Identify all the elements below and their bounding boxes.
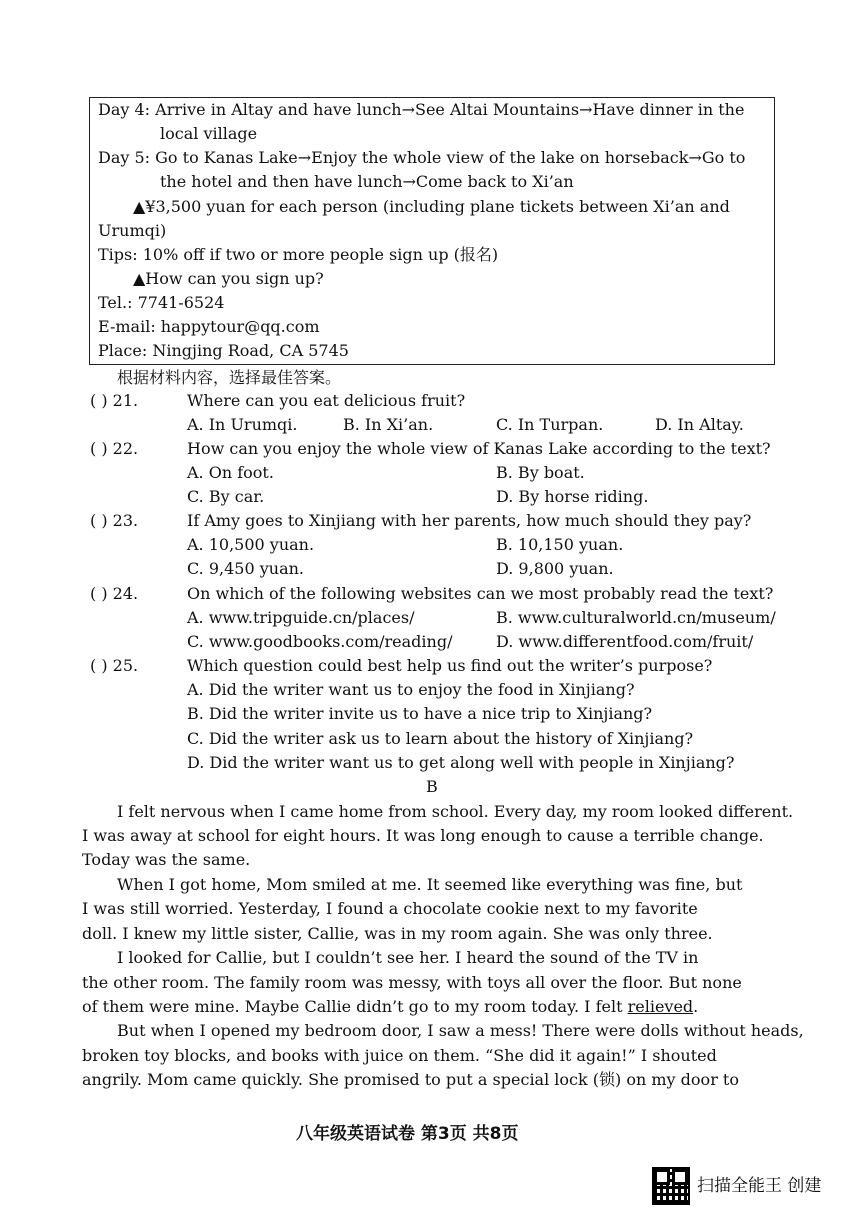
q25-text: Which question could best help us find out the writer’s purpose? [187,656,713,675]
q22-option-d: D. By horse riding. [496,487,649,506]
passage-line: But when I opened my bedroom door, I saw a mess! There were dolls without heads, [117,1021,804,1040]
q24-option-a: A. www.tripguide.cn/places/ [187,608,415,627]
qr-code-icon [652,1167,690,1205]
q22-option-a: A. On foot. [187,463,274,482]
passage-period: . [693,997,699,1016]
q23-option-d: D. 9,800 yuan. [496,559,614,578]
q25-option-a: A. Did the writer want us to enjoy the food in Xinjiang? [187,680,635,699]
q24-option-c: C. www.goodbooks.com/reading/ [187,632,453,651]
underlined-word-relieved: relieved [627,997,694,1016]
price-line1: ▲¥3,500 yuan for each person (including plane tickets between Xi’an and [133,197,730,216]
q22-option-b: B. By boat. [496,463,585,482]
signup-question: ▲How can you sign up? [133,269,324,288]
place: Place: Ningjing Road, CA 5745 [98,341,349,360]
instruction: 根据材料内容，选择最佳答案。 [117,368,342,387]
q21-option-c: C. In Turpan. [496,415,604,434]
q21-option-a: A. In Urumqi. [187,415,298,434]
passage-line: angrily. Mom came quickly. She promised to put a special lock (锁) on my door to [82,1070,739,1089]
q25-number: ( ) 25. [90,656,139,675]
telephone: Tel.: 7741-6524 [98,293,225,312]
q23-text: If Amy goes to Xinjiang with her parents, how much should they pay? [187,511,752,530]
q23-option-c: C. 9,450 yuan. [187,559,305,578]
q21-number: ( ) 21. [90,391,139,410]
passage-line: When I got home, Mom smiled at me. It seemed like everything was fine, but [117,875,743,894]
day5-line2: the hotel and then have lunch→Come back to Xi’an [160,172,574,191]
day4-line2: local village [160,124,258,143]
q22-number: ( ) 22. [90,439,139,458]
q25-option-c: C. Did the writer ask us to learn about the history of Xinjiang? [187,729,694,748]
q21-text: Where can you eat delicious fruit? [187,391,466,410]
q25-option-b: B. Did the writer invite us to have a nice trip to Xinjiang? [187,704,653,723]
passage-line: I looked for Callie, but I couldn’t see her. I heard the sound of the TV in [117,948,699,967]
q21-option-d: D. In Altay. [655,415,744,434]
passage-line: broken toy blocks, and books with juice on them. “She did it again!” I shouted [82,1046,717,1065]
page-footer: 八年级英语试卷 第3页 共8页 [296,1124,519,1144]
q23-option-b: B. 10,150 yuan. [496,535,624,554]
passage-line: Today was the same. [82,850,251,869]
q24-number: ( ) 24. [90,584,139,603]
q23-option-a: A. 10,500 yuan. [187,535,315,554]
q22-option-c: C. By car. [187,487,265,506]
day5-line1: Day 5: Go to Kanas Lake→Enjoy the whole view of the lake on horseback→Go to [98,148,746,167]
q24-text: On which of the following websites can we most probably read the text? [187,584,774,603]
q22-text: How can you enjoy the whole view of Kanas Lake according to the text? [187,439,771,458]
q23-number: ( ) 23. [90,511,139,530]
passage-line-relieved [82,997,698,1017]
passage-line: I felt nervous when I came home from school. Every day, my room looked different. [117,802,794,821]
tips-line: Tips: 10% off if two or more people sign up (报名) [98,245,499,264]
day4-line1: Day 4: Arrive in Altay and have lunch→See Altai Mountains→Have dinner in the [98,100,745,119]
passage-line: doll. I knew my little sister, Callie, was in my room again. She was only three. [82,924,713,943]
q24-option-b: B. www.culturalworld.cn/museum/ [496,608,776,627]
q21-option-b: B. In Xi’an. [343,415,434,434]
passage-line: I was away at school for eight hours. It was long enough to cause a terrible change. [82,826,764,845]
section-b-heading: B [426,777,438,796]
q25-option-d: D. Did the writer want us to get along well with people in Xinjiang? [187,753,735,772]
price-line2: Urumqi) [98,221,167,240]
q24-option-d: D. www.differentfood.com/fruit/ [496,632,754,651]
passage-line: the other room. The family room was messy, with toys all over the floor. But none [82,973,742,992]
email: E-mail: happytour@qq.com [98,317,320,336]
passage-line: I was still worried. Yesterday, I found a chocolate cookie next to my favorite [82,899,698,918]
passage-text: of them were mine. Maybe Callie didn’t go to my room today. I felt [82,997,628,1016]
scanner-watermark: 扫描全能王 创建 [697,1176,822,1196]
